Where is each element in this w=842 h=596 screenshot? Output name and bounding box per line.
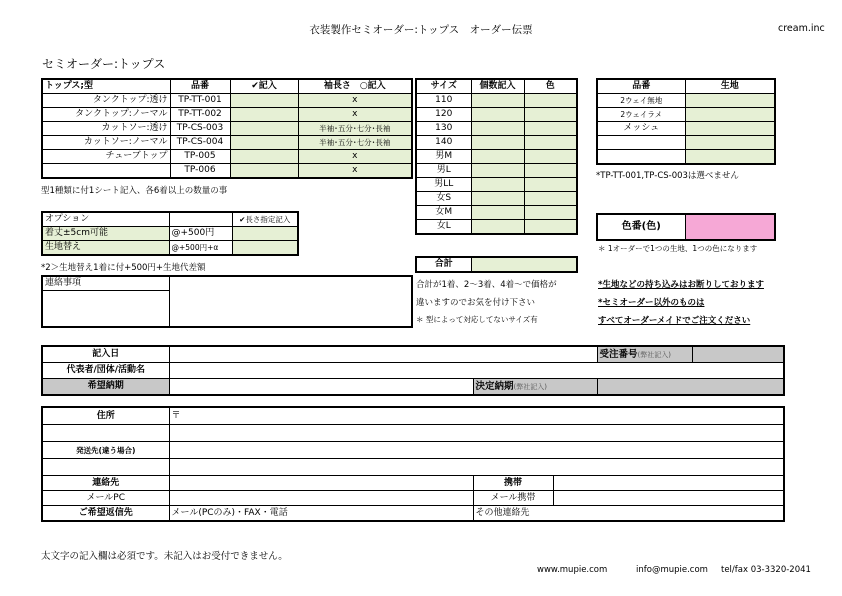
- address-label: 住所: [42, 407, 169, 425]
- product-check-header: ✔記入: [230, 79, 298, 94]
- size-label: 男LL: [416, 178, 471, 192]
- quantity-field[interactable]: [471, 206, 524, 220]
- entry-date-label: 記入日: [42, 346, 169, 363]
- mobile-field[interactable]: [553, 476, 784, 491]
- option-label: 生地替え: [42, 241, 169, 256]
- ship-to-label: 発送先(違う場合): [42, 442, 169, 459]
- size-label: 男M: [416, 150, 471, 164]
- sleeve-field[interactable]: x: [298, 94, 412, 108]
- size-table: [415, 78, 578, 235]
- table-row: [42, 150, 412, 164]
- total-label: 合計: [416, 257, 471, 272]
- postal-field[interactable]: 〒: [169, 407, 784, 425]
- price-note-line3: ＊ 型によって対応してないサイズ有: [416, 315, 538, 324]
- quantity-field[interactable]: [471, 220, 524, 235]
- size-label: 110: [416, 94, 471, 108]
- product-code: TP-005: [170, 150, 230, 164]
- contact-label: 連絡先: [42, 476, 169, 491]
- policy-note-line1: *生地などの持ち込みはお断りしております: [598, 280, 764, 290]
- table-row: [42, 136, 412, 150]
- size-label: 130: [416, 122, 471, 136]
- product-check-field[interactable]: [230, 108, 298, 122]
- mobile-label: 携帯: [473, 476, 553, 491]
- order-number-sub: (弊社記入): [637, 350, 671, 359]
- color-field[interactable]: [524, 122, 577, 136]
- policy-note-line3: すべてオーダーメイドでご注文ください: [598, 316, 751, 326]
- quantity-field[interactable]: [471, 136, 524, 150]
- size-label: 女S: [416, 192, 471, 206]
- length-field[interactable]: [232, 227, 298, 241]
- product-code: TP-CS-004: [170, 136, 230, 150]
- size-label: 女M: [416, 206, 471, 220]
- color-field[interactable]: [524, 94, 577, 108]
- product-code: TP-TT-002: [170, 108, 230, 122]
- table-row: [416, 220, 577, 235]
- desired-date-label: 希望納期: [42, 379, 169, 396]
- total-field[interactable]: [471, 257, 577, 272]
- color-label: 色番(色): [597, 214, 685, 240]
- section-title: セミオーダー:トップス: [42, 57, 166, 71]
- mail-pc-label: メールPC: [42, 491, 169, 506]
- representative-field[interactable]: [169, 363, 784, 379]
- fabric-field[interactable]: [685, 108, 775, 122]
- options-table: [41, 211, 299, 256]
- table-row: [597, 94, 775, 108]
- product-check-field[interactable]: [230, 136, 298, 150]
- fabric-field[interactable]: [685, 122, 775, 136]
- other-contact-label[interactable]: その他連絡先: [473, 506, 784, 522]
- contact-notes-field[interactable]: [169, 276, 412, 327]
- representative-label: 代表者/団体/活動名: [42, 363, 169, 379]
- table-row: [416, 192, 577, 206]
- options-note: *2＞生地替え1着に付+500円+生地代差額: [41, 263, 206, 273]
- table-row: [416, 206, 577, 220]
- color-field[interactable]: [524, 108, 577, 122]
- product-check-field[interactable]: [230, 94, 298, 108]
- fabric-name: 2ウェイラメ: [597, 108, 685, 122]
- color-field[interactable]: [524, 178, 577, 192]
- product-check-field[interactable]: [230, 150, 298, 164]
- fabric-note: *TP-TT-001,TP-CS-003は選べません: [596, 171, 739, 181]
- fabric-header: 生地: [685, 79, 775, 94]
- policy-note-line2: *セミオーダー以外のものは: [598, 298, 705, 308]
- table-row: [42, 227, 298, 241]
- color-field[interactable]: [524, 220, 577, 235]
- option-price: @+500円+α: [169, 241, 232, 256]
- table-row: [416, 150, 577, 164]
- color-field[interactable]: [524, 150, 577, 164]
- product-type: [42, 164, 170, 179]
- mail-pc-field[interactable]: [169, 491, 473, 506]
- sleeve-header: 袖長さ ○記入: [298, 79, 412, 94]
- product-type: タンクトップ:透け: [42, 94, 170, 108]
- table-row: [42, 94, 412, 108]
- table-row: [416, 178, 577, 192]
- fabric-field[interactable]: [685, 94, 775, 108]
- sleeve-field[interactable]: 半袖･五分･七分･長袖: [298, 122, 412, 136]
- desired-date-field[interactable]: [169, 379, 473, 396]
- product-check-field[interactable]: [230, 122, 298, 136]
- table-row: [597, 108, 775, 122]
- mail-mobile-label: メール携帯: [473, 491, 553, 506]
- order-number-label: 受注番号: [599, 348, 638, 360]
- product-code: TP-TT-001: [170, 94, 230, 108]
- info-table: [41, 345, 785, 396]
- size-label: 男L: [416, 164, 471, 178]
- quantity-field[interactable]: [471, 178, 524, 192]
- table-row: [416, 122, 577, 136]
- email-link[interactable]: info@mupie.com: [636, 565, 708, 575]
- contact-notes-label: 連絡事項: [42, 276, 169, 291]
- length-check-header: ✔長さ指定記入: [232, 212, 298, 227]
- size-label: 女L: [416, 220, 471, 235]
- fabric-code-header: 品番: [597, 79, 685, 94]
- sleeve-field[interactable]: x: [298, 108, 412, 122]
- product-type: タンクトップ:ノーマル: [42, 108, 170, 122]
- fabric-name: [597, 150, 685, 165]
- contact-notes-table: [41, 275, 413, 328]
- reply-pref-label: ご希望返信先: [42, 506, 169, 522]
- entry-date-field[interactable]: [169, 346, 597, 363]
- product-type-header: トップス;型: [42, 79, 170, 94]
- product-note: 型1種類に付1シート記入、各6着以上の数量の事: [41, 186, 228, 196]
- mail-mobile-field[interactable]: [553, 491, 784, 506]
- website-link[interactable]: www.mupie.com: [537, 565, 608, 575]
- color-note: ＊ 1オーダーで1つの生地、1つの色になります: [598, 244, 758, 253]
- quantity-field[interactable]: [471, 150, 524, 164]
- fixed-date-field: [597, 379, 784, 396]
- fabric-field[interactable]: [685, 150, 775, 165]
- table-row: [597, 136, 775, 150]
- ship-to-field[interactable]: [169, 442, 784, 459]
- table-row: [416, 108, 577, 122]
- color-field[interactable]: [524, 192, 577, 206]
- page-title: 衣装製作セミオーダー:トップス オーダー伝票: [309, 24, 533, 36]
- product-code: TP-006: [170, 164, 230, 179]
- quantity-header: 個数記入: [471, 79, 524, 94]
- table-row: [416, 136, 577, 150]
- quantity-field[interactable]: [471, 108, 524, 122]
- quantity-field[interactable]: [471, 122, 524, 136]
- table-row: [597, 150, 775, 165]
- product-type: カットソー:ノーマル: [42, 136, 170, 150]
- total-table: [415, 256, 578, 273]
- table-row: [42, 122, 412, 136]
- fabric-name: [597, 136, 685, 150]
- color-field[interactable]: [685, 214, 775, 240]
- product-code-header: 品番: [170, 79, 230, 94]
- table-row: [416, 164, 577, 178]
- price-note-line1: 合計が1着、2～3着、4着～で価格が: [416, 280, 557, 290]
- price-note-line2: 違いますのでお気を付け下さい: [416, 298, 536, 308]
- address-field[interactable]: [169, 425, 784, 442]
- color-field[interactable]: [524, 136, 577, 150]
- quantity-field[interactable]: [471, 164, 524, 178]
- table-row: [42, 241, 298, 256]
- color-table: [596, 213, 776, 241]
- sleeve-field[interactable]: x: [298, 164, 412, 179]
- size-label: 120: [416, 108, 471, 122]
- reply-options[interactable]: メール(PCのみ)・FAX・電話: [169, 506, 473, 522]
- sleeve-field[interactable]: x: [298, 150, 412, 164]
- quantity-field[interactable]: [471, 192, 524, 206]
- fabric-field[interactable]: [685, 136, 775, 150]
- size-header: サイズ: [416, 79, 471, 94]
- fabric-table: [596, 78, 776, 165]
- table-row: [42, 108, 412, 122]
- quantity-field[interactable]: [471, 94, 524, 108]
- color-field[interactable]: [524, 206, 577, 220]
- tel-fax: tel/fax 03-3320-2041: [721, 565, 811, 575]
- table-row: [597, 122, 775, 136]
- sleeve-field[interactable]: 半袖･五分･七分･長袖: [298, 136, 412, 150]
- product-type: カットソー:透け: [42, 122, 170, 136]
- option-price: @+500円: [169, 227, 232, 241]
- table-row: [42, 164, 412, 179]
- order-number-field: [692, 346, 784, 363]
- contact-field[interactable]: [169, 476, 473, 491]
- address-table: [41, 406, 785, 522]
- option-label: 着丈±5cm可能: [42, 227, 169, 241]
- product-code: TP-CS-003: [170, 122, 230, 136]
- fabric-name: 2ウェイ無地: [597, 94, 685, 108]
- size-label: 140: [416, 136, 471, 150]
- options-header: オプション: [42, 212, 169, 227]
- required-note: 太文字の記入欄は必須です。未記入はお受付できません。: [41, 551, 288, 562]
- product-table: [41, 78, 413, 179]
- fabric-change-field[interactable]: [232, 241, 298, 256]
- product-type: チューブトップ: [42, 150, 170, 164]
- product-check-field[interactable]: [230, 164, 298, 179]
- color-field[interactable]: [524, 164, 577, 178]
- ship-to-address-field[interactable]: [169, 459, 784, 476]
- table-row: [416, 94, 577, 108]
- color-header: 色: [524, 79, 577, 94]
- fixed-date-sub: (弊社記入): [513, 382, 547, 391]
- fabric-name: メッシュ: [597, 122, 685, 136]
- brand-label: cream.inc: [778, 23, 825, 34]
- fixed-date-label: 決定納期: [475, 380, 514, 392]
